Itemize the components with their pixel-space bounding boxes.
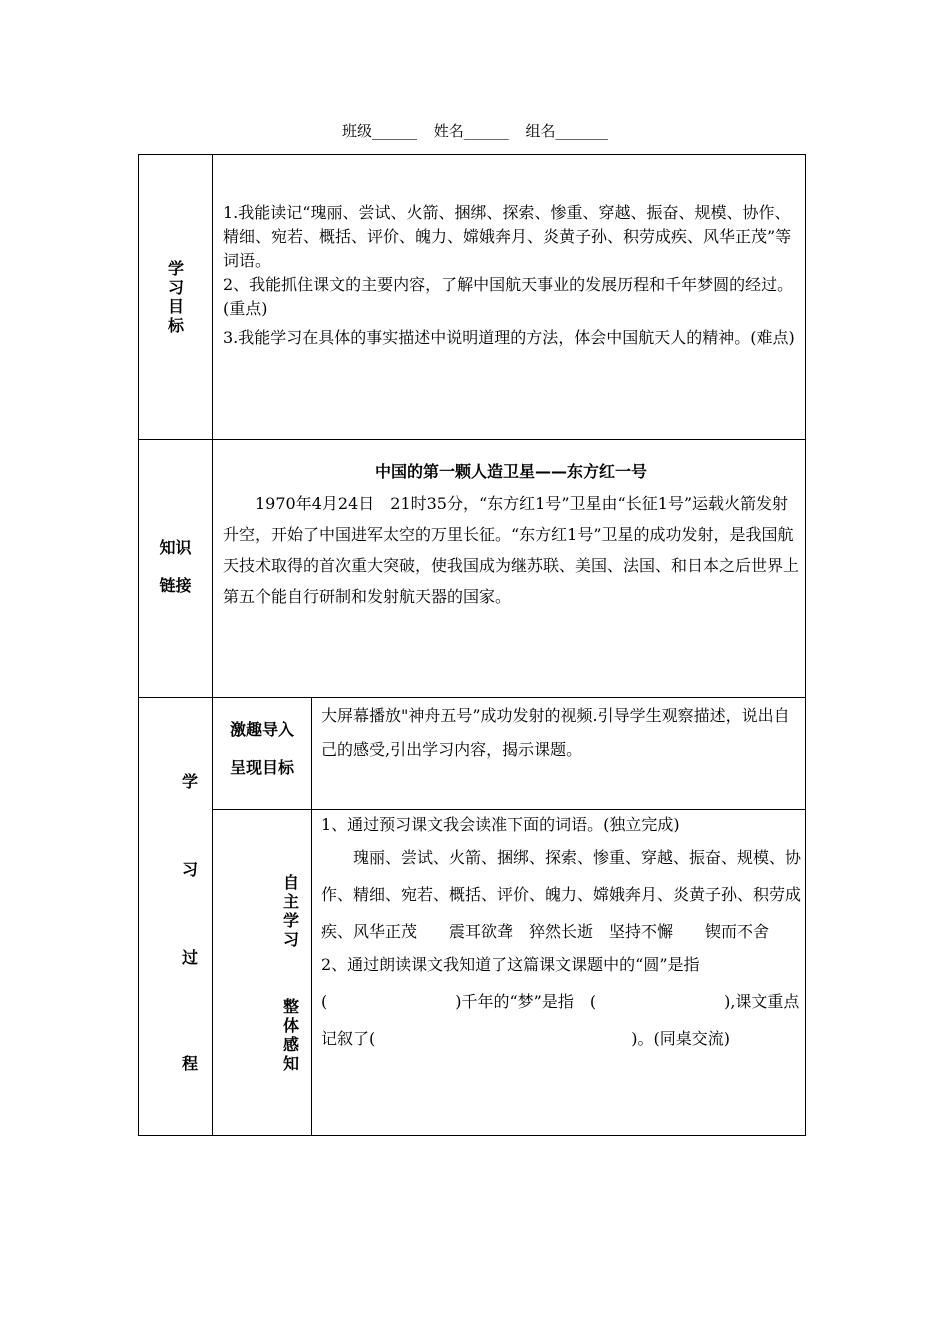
process-char-4: 程 xyxy=(182,1054,199,1073)
knowledge-content xyxy=(223,459,799,612)
goal-item-2: 2、我能抓住课文的主要内容，了解中国航天事业的发展历程和千年梦圆的经过。(重点) xyxy=(223,275,794,318)
student-info-line xyxy=(0,120,950,141)
self-study-content xyxy=(321,811,801,1057)
knowledge-paragraph: 1970年4月24日 21时35分，“东方红1号”卫星由“长征1号”运载火箭发射升空，开始了中国进军太空的万里长征。“东方红1号”卫星的成功发射，是我国航天技术取得的首次重大突破，使我国成为继苏联、美国、法国、和日本之后世界上第五个能自行研制和发射航天器的国家。 xyxy=(223,494,800,606)
self-study-line-1: 1、通过预习课文我会读准下面的词语。(独立完成) xyxy=(321,815,680,834)
goals-label: 学习目标 xyxy=(167,259,184,335)
goals-content xyxy=(223,201,803,353)
self-study-question-2: 2、通过朗读课文我知道了这篇课文课题中的“圆”是指( )千年的“梦”是指 ( ),课文重点记叙了( )。(同桌交流) xyxy=(321,955,800,1048)
intro-content: 大屏幕播放"神舟五号”成功发射的视频.引导学生观察描述，说出自己的感受,引出学习内容，揭示课题。 xyxy=(321,706,790,759)
group-field[interactable]: 组名_______ xyxy=(525,122,609,140)
goal-item-1: 1.我能读记“瑰丽、尝试、火箭、捆绑、探索、惨重、穿越、振奋、规模、协作、精细、宛若、概括、评价、魄力、嫦娥奔月、炎黄子孙、积劳成疾、风华正茂”等词语。 xyxy=(223,203,792,270)
process-char-2: 习 xyxy=(182,860,199,879)
self-study-words: 瑰丽、尝试、火箭、捆绑、探索、惨重、穿越、振奋、规模、协作、精细、宛若、概括、评价、魄力、嫦娥奔月、炎黄子孙、积劳成疾、风华正茂 震耳欲聋 猝然长逝 坚持不懈 锲而不舍 xyxy=(321,848,802,941)
class-field[interactable]: 班级______ xyxy=(341,122,417,140)
process-char-3: 过 xyxy=(182,948,199,967)
process-char-1: 学 xyxy=(182,772,199,791)
goal-item-3: 3.我能学习在具体的事实描述中说明道理的方法，体会中国航天人的精神。(难点) xyxy=(223,328,795,347)
lesson-table: 学习目标 1.我能读记“瑰丽、尝试、火箭、捆绑、探索、惨重、穿越、振奋、规模、协作、精细、宛若、概括、评价、魄力、嫦娥奔月、炎黄子孙、积劳成疾、风华正茂”等词语。 2、我能抓住课文的主要内容，了解中国航天事业的发展历程和千年梦圆的经过。(重点) 3.我能学习在具体的事实描述中说明道理的方法，体会中国航天人的精神。(难点) 知识 链接 中国的第一颗人造卫星——东方红一号 1970年4月24日 21时35分，“东方红1号”卫星由“长征1号”运载火箭发射升空，开始了中国进军太空的万里长征。“东方红1号”卫星的成功发射，是我国航天技术取得的首次重大突破，使我国成为继苏联、美国、法国、和日本之后世界上第五个能自行研制和发射航天器的国家。 学 习 过 程 激趣导入 呈现目标 大屏幕播放"神舟五号”成功发射的视频.引导学生观察描述，说出自己的感受,引出学习内容，揭示课题。 自主学习 整体感知 1、通过预习课文我会读准下面的词语。(独立完成) 瑰丽、尝试、火箭、捆绑、探索、惨重、穿越、振奋、规模、协作、精细、宛若、概括、评价、魄力、嫦娥奔月、炎黄子孙、积劳成疾、风华正茂 震耳欲聋 猝然长逝 坚持不懈 锲而不舍 2、通过朗读课文我知道了这篇课文课题中的“圆”是指( )千年的“梦”是指 ( ),课文重点记叙了( )。(同桌交流) xyxy=(138,154,806,1136)
knowledge-label: 知识 链接 xyxy=(159,538,192,595)
name-field[interactable]: 姓名______ xyxy=(433,122,509,140)
knowledge-title: 中国的第一颗人造卫星——东方红一号 xyxy=(374,462,647,481)
intro-label: 激趣导入 呈现目标 xyxy=(229,720,294,777)
